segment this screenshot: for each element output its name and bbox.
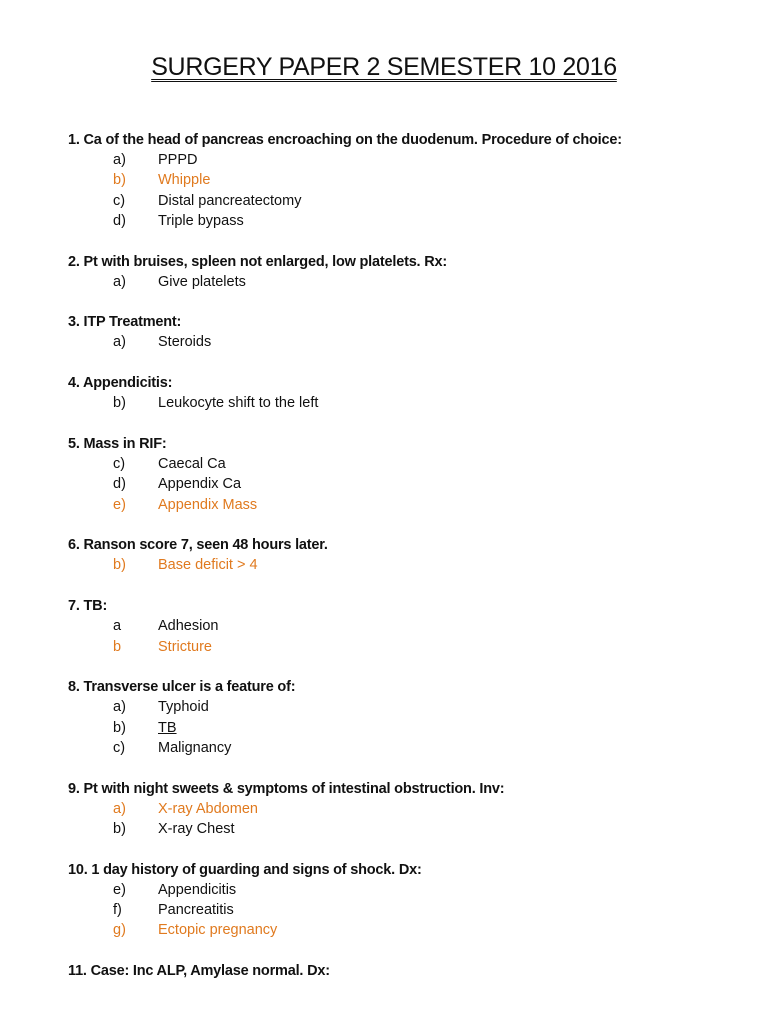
answer-option-correct bbox=[68, 495, 748, 515]
option-text: TB bbox=[158, 719, 177, 736]
question-text: 10. 1 day history of guarding and signs of shock. Dx: bbox=[68, 861, 422, 878]
question-item bbox=[68, 961, 748, 981]
option-letter: e) bbox=[113, 881, 126, 898]
option-text: Leukocyte shift to the left bbox=[158, 395, 319, 412]
document-title-text: SURGERY PAPER 2 SEMESTER 10 2016 bbox=[151, 53, 617, 81]
option-text: Triple bypass bbox=[158, 212, 244, 229]
question-item bbox=[68, 252, 748, 292]
answer-option bbox=[68, 454, 748, 474]
option-letter: a bbox=[113, 618, 122, 635]
option-letter: a) bbox=[113, 334, 126, 351]
option-letter: c) bbox=[113, 192, 126, 209]
question-item bbox=[68, 373, 748, 413]
option-text: Give platelets bbox=[158, 273, 246, 290]
option-text: Whipple bbox=[158, 172, 211, 189]
question-item bbox=[68, 779, 748, 840]
option-letter: e) bbox=[113, 496, 126, 513]
option-letter: a) bbox=[113, 273, 126, 290]
option-text: Adhesion bbox=[158, 618, 219, 635]
answer-option bbox=[68, 474, 748, 494]
option-text: Distal pancreatectomy bbox=[158, 192, 302, 209]
answer-option bbox=[68, 211, 748, 231]
question-item bbox=[68, 860, 748, 941]
answer-option bbox=[68, 272, 748, 292]
option-letter: b bbox=[113, 638, 122, 655]
question-text: 7. TB: bbox=[68, 598, 108, 615]
answer-option bbox=[68, 900, 748, 920]
option-text: PPPD bbox=[158, 152, 198, 168]
option-letter: b) bbox=[113, 719, 126, 736]
option-text: Caecal Ca bbox=[158, 456, 226, 473]
option-letter: a) bbox=[113, 800, 126, 817]
option-text: Ectopic pregnancy bbox=[158, 922, 278, 939]
option-letter: d) bbox=[113, 476, 126, 493]
question-item bbox=[68, 130, 748, 231]
option-text: X-ray Chest bbox=[158, 821, 235, 838]
option-text: Steroids bbox=[158, 334, 212, 351]
question-item bbox=[68, 596, 748, 657]
question-text: 9. Pt with night sweets & symptoms of intestinal obstruction. Inv: bbox=[68, 780, 505, 797]
option-text: Pancreatitis bbox=[158, 902, 234, 919]
answer-option-correct bbox=[68, 920, 748, 940]
answer-option bbox=[68, 393, 748, 413]
option-letter: a) bbox=[113, 699, 126, 716]
option-text: Base deficit > 4 bbox=[158, 557, 258, 574]
option-letter: b) bbox=[113, 172, 126, 189]
document-title bbox=[0, 52, 768, 82]
option-letter: f) bbox=[113, 902, 122, 919]
question-text: 5. Mass in RIF: bbox=[68, 436, 167, 453]
option-letter: c) bbox=[113, 456, 126, 473]
option-text: Malignancy bbox=[158, 739, 232, 756]
option-letter: b) bbox=[113, 557, 126, 574]
option-letter: g) bbox=[113, 922, 126, 939]
question-text: 3. ITP Treatment: bbox=[68, 314, 182, 331]
answer-option bbox=[68, 616, 748, 636]
option-text: X-ray Abdomen bbox=[158, 800, 258, 817]
option-text: Appendix Ca bbox=[158, 476, 242, 493]
question-text: 4. Appendicitis: bbox=[68, 375, 173, 392]
option-letter: a) bbox=[113, 152, 126, 168]
option-text: Appendix Mass bbox=[158, 496, 258, 513]
answer-option-correct bbox=[68, 170, 748, 190]
question-item bbox=[68, 535, 748, 575]
question-list bbox=[68, 130, 748, 1002]
answer-option bbox=[68, 697, 748, 717]
question-text: 1. Ca of the head of pancreas encroaching on the duodenum. Procedure of choice: bbox=[68, 132, 622, 148]
question-text: 2. Pt with bruises, spleen not enlarged, low platelets. Rx: bbox=[68, 253, 447, 270]
answer-option bbox=[68, 150, 748, 170]
option-letter: b) bbox=[113, 395, 126, 412]
answer-option-correct bbox=[68, 555, 748, 575]
question-item bbox=[68, 312, 748, 352]
option-text: Typhoid bbox=[158, 699, 209, 716]
answer-option bbox=[68, 819, 748, 839]
question-text: 11. Case: Inc ALP, Amylase normal. Dx: bbox=[68, 963, 330, 980]
answer-option-correct bbox=[68, 799, 748, 819]
answer-option bbox=[68, 332, 748, 352]
option-letter: b) bbox=[113, 821, 126, 838]
option-text: Stricture bbox=[158, 638, 212, 655]
question-text: 6. Ranson score 7, seen 48 hours later. bbox=[68, 537, 328, 554]
answer-option bbox=[68, 738, 748, 758]
question-item bbox=[68, 677, 748, 758]
answer-option-correct bbox=[68, 637, 748, 657]
answer-option bbox=[68, 191, 748, 211]
answer-option bbox=[68, 880, 748, 900]
question-text: 8. Transverse ulcer is a feature of: bbox=[68, 679, 296, 696]
answer-option bbox=[68, 718, 748, 738]
option-text: Appendicitis bbox=[158, 881, 237, 898]
question-item bbox=[68, 434, 748, 515]
option-letter: d) bbox=[113, 212, 126, 229]
option-letter: c) bbox=[113, 739, 126, 756]
